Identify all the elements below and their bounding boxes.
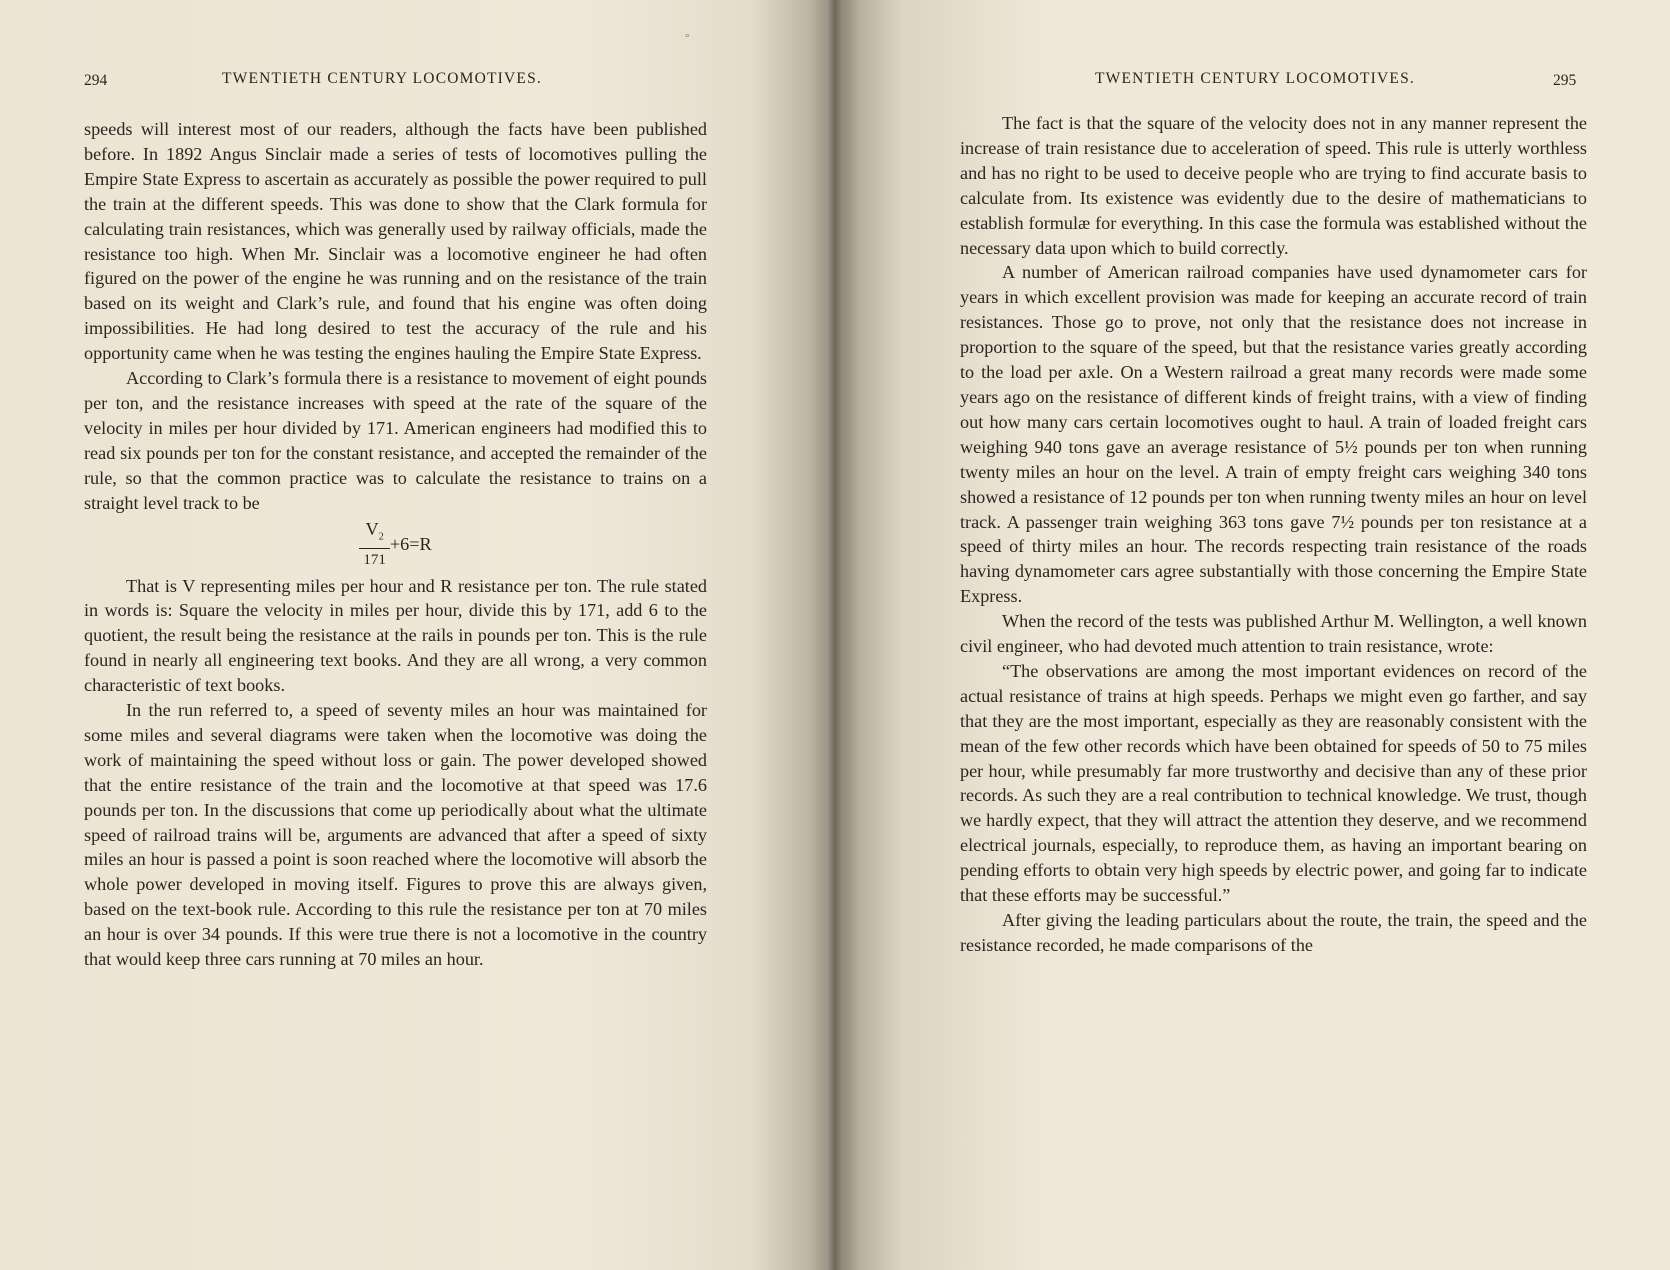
paragraph: When the record of the tests was published Arthur M. Wellington, a well known civil engineer, who had devoted much attention to train resistance, wrote: [960,611,1587,657]
paragraph: The fact is that the square of the velocity does not in any manner represent the increase of train resistance due to acceleration of speed. This rule is utterly worthless and has no right to be used to deceive people who are trying to find accurate basis to calculate from. Its existence was evidently due to the desire of mathematicians to establish formulæ for everything. In this case the formula was established without the necessary data upon which to build correctly. [960,113,1587,258]
formula-denominator: 171 [359,548,390,571]
paragraph: A number of American railroad companies have used dynamometer cars for years in which excellent provision was made for keeping an accurate record of train resistances. Those go to prove, not only that the resistance does not increase in proportion to the square of the speed, but that the resistance varies greatly according to the load per axle. On a Western railroad a great many records were made some years ago on the resistance of different kinds of freight trains, with a view of finding out how many cars certain locomotives ought to haul. A train of loaded freight cars weighing 940 tons gave an average resistance of 5½ pounds per ton when running twenty miles an hour on the level. A train of empty freight cars weighing 340 tons showed a resistance of 12 pounds per ton when running twenty miles an hour on level track. A passenger train weighing 363 tons gave 7½ pounds per ton resistance at a speed of thirty miles an hour. The records respecting train resistance of the roads having dynamometer cars agree substantially with those concerning the Empire State Express. [960,262,1587,607]
running-head: TWENTIETH CENTURY LOCOMOTIVES. [1095,70,1415,87]
formula-fraction [359,518,390,572]
page-number: 295 [1553,72,1577,89]
paragraph: According to Clark’s formula there is a resistance to movement of eight pounds per ton, and the resistance increases with speed at the rate of the square of the velocity in miles per hour divided by 171. American engineers had modified this to read six pounds per ton for the constant resistance, and accepted the remainder of the rule, so that the common practice was to calculate the resistance to trains on a straight level track to be [84,368,707,513]
formula-numerator: $V_2$ [365,518,384,543]
paragraph: After giving the leading particulars about the route, the train, the speed and the resistance recorded, he made comparisons of the [960,910,1587,955]
paragraph: That is V representing miles per hour and R resistance per ton. The rule stated in words is: Square the velocity in miles per hour, divide this by 171, add 6 to the quotient, the result being the resistance at the rails in pounds per ton. This is the rule found in nearly all engineering text books. And they are all wrong, a very common characteristic of text books. [84,575,707,696]
page-speck: ° [685,32,690,44]
body-text [84,117,707,972]
resistance-formula [84,520,707,568]
page-number: 294 [84,72,108,89]
formula-tail: +6=R [389,533,432,554]
book-gutter [826,0,844,1270]
right-page [835,0,1670,1270]
body-text [960,111,1587,958]
paragraph: speeds will interest most of our readers, although the facts have been published before. In 1892 Angus Sinclair made a series of tests of locomotives pulling the Empire State Express to ascertain as accurately as possible the power required to pull the train at the different speeds. This was done to show that the Clark formula for calculating train resistances, which was generally used by railway officials, made the resistance too high. When Mr. Sinclair was a locomotive engineer he had often figured on the power of the engine he was running and on the resistance of the train based on its weight and Clark’s rule, and found that his engine was often doing impossibilities. He had long desired to test the accuracy of the rule and his opportunity came when he was testing the engines hauling the Empire State Express. [84,119,707,364]
running-head: TWENTIETH CENTURY LOCOMOTIVES. [222,70,542,87]
paragraph: In the run referred to, a speed of seventy miles an hour was maintained for some miles and several diagrams were taken when the locomotive was doing the work of maintaining the speed without loss or gain. The power developed showed that the entire resistance of the train and the locomotive at that speed was 17.6 pounds per ton. In the discussions that come up periodically about what the ultimate speed of railroad trains will be, arguments are advanced that after a speed of sixty miles an hour is passed a point is soon reached where the locomotive will absorb the whole power developed in moving itself. Figures to prove this are always given, based on the text-book rule. According to this rule the resistance per ton at 70 miles an hour is over 34 pounds. If this were true there is not a locomotive in the country that would keep three cars running at 70 miles an hour. [84,700,707,970]
paragraph: “The observations are among the most important evidences on record of the actual resistance of trains at high speeds. Perhaps we might even go farther, and say that they are the most important, especially as they are reasonably consistent with the mean of the few other records which have been obtained for speeds of 50 to 75 miles per hour, while presumably far more trustworthy and decisive than any of these prior records. As such they are a real contribution to technical knowledge. We trust, though we hardly expect, that they will attract the attention they deserve, and we recommend electrical journals, especially, to reproduce them, as having an important bearing on pending efforts to obtain very high speeds by electric power, and going far to indicate that these efforts may be successful.” [960,660,1587,906]
